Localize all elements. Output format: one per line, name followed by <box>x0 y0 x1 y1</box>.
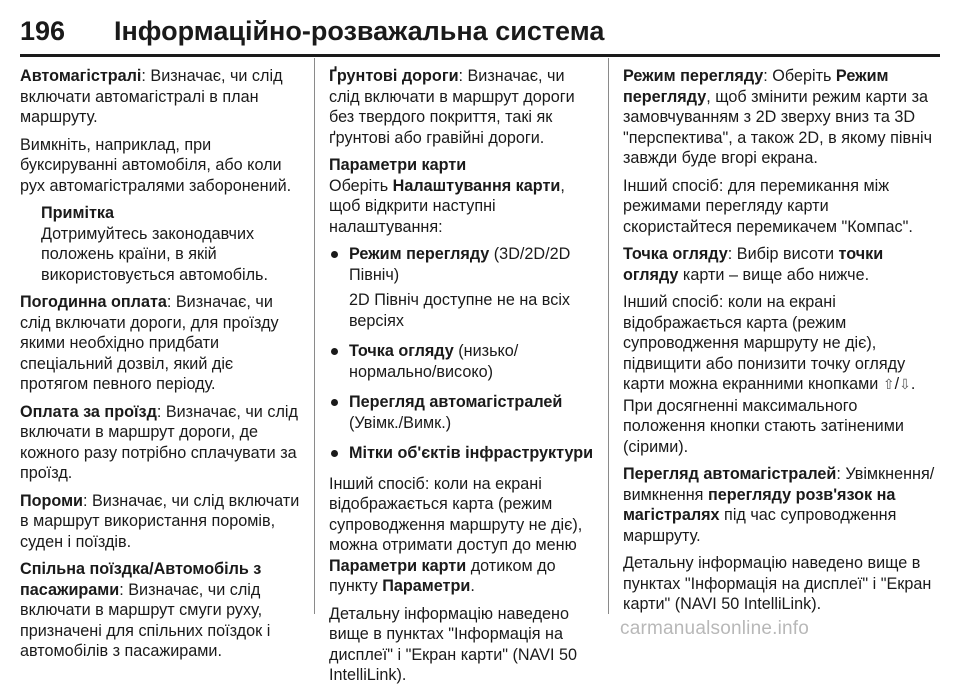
term-hourly-fee: Погодинна оплата <box>20 293 167 311</box>
paragraph-carpool <box>20 559 302 662</box>
bullet-icon <box>331 450 338 457</box>
term-view-mode-2: Режим перегляду <box>623 67 889 106</box>
term-motorway-view: Перегляд автомагістралей <box>623 465 837 483</box>
text-period: . <box>470 577 475 595</box>
text-screen-buttons: Інший спосіб: коли на екрані відображається карта (режим супроводження маршруту не діє), підвищити або понизити точку огляду карти можна екранними кнопками <box>623 293 906 393</box>
paragraph-viewpoint <box>623 244 941 285</box>
paragraph-screen-buttons <box>623 292 941 457</box>
text-motorways: : Визначає, чи слід включати автомагістралі в план маршруту. <box>20 67 283 126</box>
term-dirt-roads: Ґрунтові дороги <box>329 67 459 85</box>
paragraph-compass: Інший спосіб: для перемикання між режимами перегляду карти скористайтеся перемикачем "Компас". <box>623 176 913 236</box>
text-carpool: : Визначає, чи слід включати в маршрут смуги руху, призначені для спільних поїздок і автомобілів з пасажирами. <box>20 580 271 660</box>
text-view-mode-note: 2D Північ доступне не на всіх версіях <box>349 291 571 330</box>
term-params: Параметри <box>382 577 471 595</box>
paragraph-toll <box>20 402 302 484</box>
text-ferries: : Визначає, чи слід включати в маршрут використання поромів, суден і поїздів. <box>20 491 300 551</box>
list-item <box>329 392 599 433</box>
term-junction-view: перегляду розв'язок на магістралях <box>623 485 896 524</box>
page-title: Інформаційно-розважальна система <box>114 16 605 46</box>
text-select: Оберіть <box>329 176 393 195</box>
text-alt-access: Інший спосіб: коли на екрані відображається карта (режим супроводження маршруту не діє), можна отримати доступ до меню <box>329 474 583 554</box>
column-divider-1 <box>314 58 315 614</box>
term-map-params: Параметри карти <box>329 556 467 575</box>
note-text: Дотримуйтесь законодавчих положень країни, в якій використовується автомобіль. <box>41 224 268 284</box>
text-motorway-view: (Увімк./Вимк.) <box>349 413 452 432</box>
bullet-icon <box>331 251 338 258</box>
list-item <box>329 443 599 464</box>
term-view-mode: Режим перегляду <box>349 245 490 263</box>
column-divider-2 <box>608 58 609 614</box>
text-during-guidance: під час супроводження маршруту. <box>623 506 897 545</box>
paragraph-details: Детальну інформацію наведено вище в пунктах "Інформація на дисплеї" і "Екран карти" (NAVI 50 IntelliLink). <box>329 604 577 684</box>
term-poi-markers: Мітки об'єктів інфраструктури <box>349 444 594 462</box>
term-carpool: Спільна поїздка/Автомобіль з пасажирами <box>20 560 262 599</box>
text-toggle: : Увімкнення/вимкнення <box>623 465 935 504</box>
page-number: 196 <box>20 16 66 46</box>
term-view-mode: Режим перегляду <box>623 67 764 85</box>
text-greyed: . При досягненні максимального положення кнопки стають затіненими (сірими). <box>623 375 916 456</box>
paragraph-details: Детальну інформацію наведено вище в пунктах "Інформація на дисплеї" і "Екран карти" (NAVI 50 IntelliLink). <box>623 554 932 613</box>
term-ferries: Пороми <box>20 491 84 510</box>
header-rule <box>20 54 940 57</box>
arrow-up-icon: ⇧ <box>882 377 895 393</box>
note-title: Примітка <box>41 204 114 222</box>
paragraph-alt-access <box>329 474 599 597</box>
text-select: : Оберіть <box>763 67 836 85</box>
term-toll: Оплата за проїзд <box>20 402 157 421</box>
text-height: : Вибір висоти <box>727 245 839 263</box>
term-motorways: Автомагістралі <box>20 67 142 85</box>
bullet-icon <box>331 399 338 406</box>
paragraph-ferries <box>20 491 302 553</box>
text-view-mode-desc: , щоб змінити режим карти за замовчуванням з 2D зверху вниз та 3D "перспектива", а також 2D, в якому північ завжди буде вгорі екрана. <box>623 87 933 167</box>
column-1 <box>20 66 302 669</box>
text-viewpoint: (низько/нормально/високо) <box>349 342 519 381</box>
list-item <box>329 244 599 331</box>
note-box <box>41 203 302 285</box>
watermark: carmanualsonline.info <box>620 618 810 639</box>
text-slash: / <box>894 375 900 393</box>
text-higher-lower: карти – вище або нижче. <box>678 265 870 284</box>
column-3 <box>623 66 941 622</box>
term-viewpoint: Точка огляду <box>623 245 728 263</box>
heading-map-settings: Параметри карти <box>329 156 467 174</box>
term-motorway-view: Перегляд автомагістралей <box>349 393 563 411</box>
bullet-icon <box>331 348 338 355</box>
paragraph-view-mode <box>623 66 941 169</box>
paragraph-dirt-roads <box>329 66 599 148</box>
list-item <box>329 341 599 382</box>
paragraph-towing: Вимкніть, наприклад, при буксируванні автомобіля, або коли рух автомагістралями заборонений. <box>20 135 292 195</box>
term-viewpoint: Точка огляду <box>349 342 454 360</box>
column-2 <box>329 66 599 693</box>
text-open-settings: , щоб відкрити наступні налаштування: <box>329 176 565 236</box>
text-view-mode: (3D/2D/2D Північ) <box>349 245 571 284</box>
settings-list <box>329 244 599 464</box>
arrow-down-icon: ⇩ <box>899 377 911 393</box>
term-viewpoint-2: точки огляду <box>623 245 884 284</box>
text-touch-item: дотиком до пункту <box>329 556 556 595</box>
text-dirt-roads: : Визначає, чи слід включати в маршрут дороги без твердого покриття, такі як ґрунтові або гравійні дороги. <box>329 67 575 147</box>
page-header <box>0 0 960 58</box>
paragraph-motorways <box>20 66 302 128</box>
text-hourly-fee: : Визначає, чи слід включати дороги, для проїзду якими необхідно придбати спеціальний дозвіл, який діє протягом певного періоду. <box>20 293 279 393</box>
paragraph-motorway-view <box>623 464 941 546</box>
text-toll: : Визначає, чи слід включати в маршрут дороги, де кожного разу потрібно сплачувати за проїзд. <box>20 402 298 482</box>
paragraph-hourly-fee <box>20 292 302 395</box>
term-map-settings: Налаштування карти <box>392 176 561 195</box>
paragraph-map-settings-intro <box>329 176 599 238</box>
